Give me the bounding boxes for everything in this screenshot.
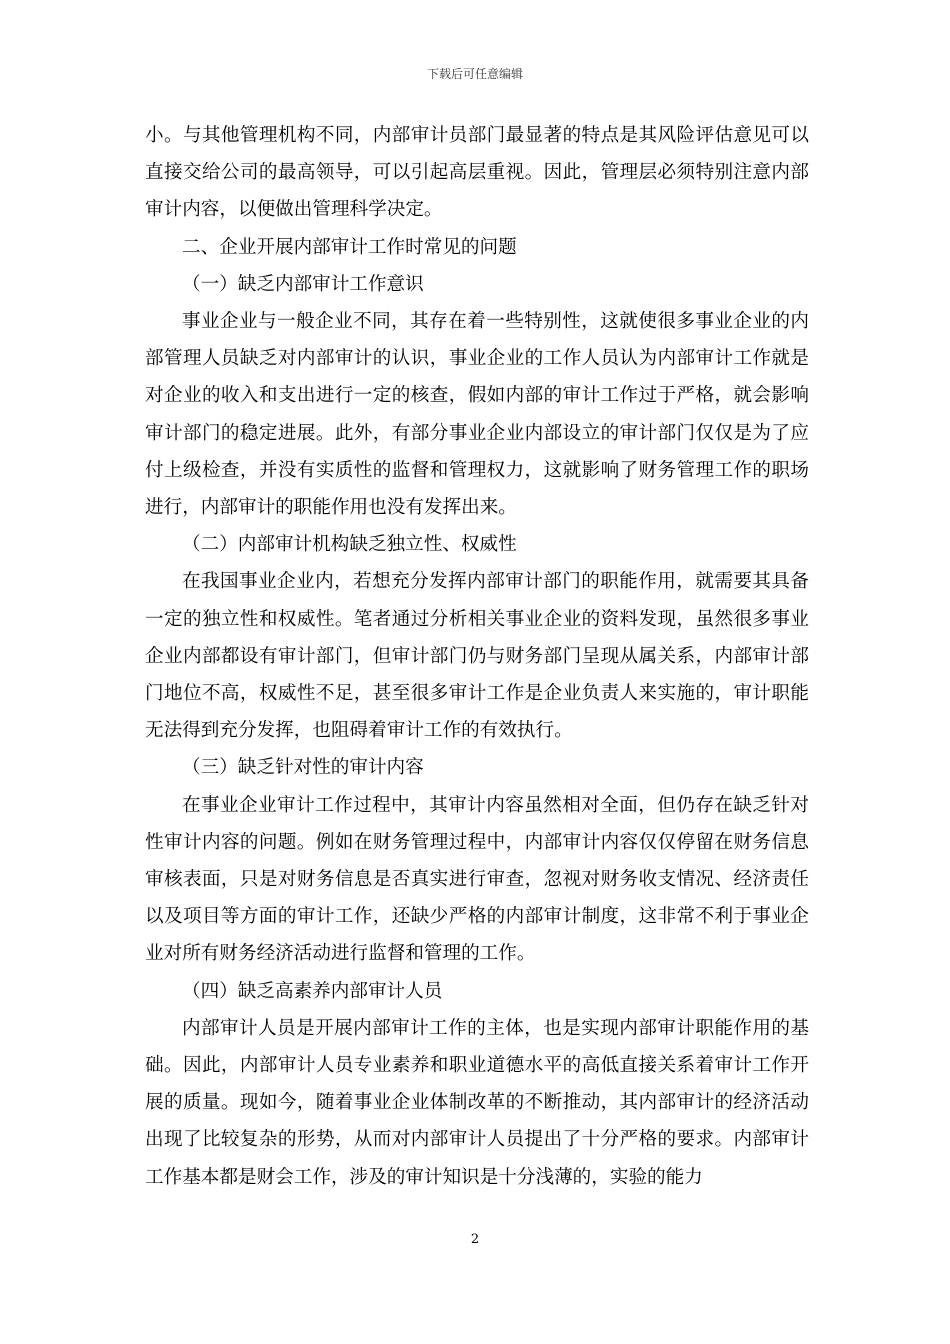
page-header: 下载后可任意编辑 bbox=[426, 67, 523, 81]
paragraph-continued: 小。与其他管理机构不同，内部审计员部门最显著的特点是其风险评估意见可以直接交给公司的最高领导，可以引起高层重视。因此，管理层必须特别注意内部审计内容，以便做出管理科学决定。 bbox=[145, 125, 809, 221]
paragraph: 事业企业与一般企业不同，其存在着一些特别性，这就使很多事业企业的内部管理人员缺乏对内部审计的认识，事业企业的工作人员认为内部审计工作就是对企业的收入和支出进行一定的核查，假如内部的审计工作过于严格，就会影响审计部门的稳定进展。此外，有部分事业企业内部设立的审计部门仅仅是为了应付上级检查，并没有实质性的监督和管理权力，这就影响了财务管理工作的职场进行，内部审计的职能作用也没有发挥出来。 bbox=[145, 311, 809, 519]
subsection-heading: （四）缺乏高素养内部审计人员 bbox=[182, 980, 443, 1002]
document-body bbox=[145, 117, 809, 1196]
subsection-heading: （三）缺乏针对性的审计内容 bbox=[182, 757, 424, 779]
paragraph: 在我国事业企业内，若想充分发挥内部审计部门的职能作用，就需要其具备一定的独立性和权威性。笔者通过分析相关事业企业的资料发现，虽然很多事业企业内部都设有审计部门，但审计部门仍与财务部门呈现从属关系，内部审计部门地位不高，权威性不足，甚至很多审计工作是企业负责人来实施的，审计职能无法得到充分发挥，也阻碍着审计工作的有效执行。 bbox=[145, 571, 809, 742]
paragraph: 在事业企业审计工作过程中，其审计内容虽然相对全面，但仍存在缺乏针对性审计内容的问题。例如在财务管理过程中，内部审计内容仅仅停留在财务信息审核表面，只是对财务信息是否真实进行审查，忽视对财务收支情况、经济责任以及项目等方面的审计工作，还缺少严格的内部审计制度，这非常不利于事业企业对所有财务经济活动进行监督和管理的工作。 bbox=[145, 794, 809, 965]
page-number: 2 bbox=[470, 1232, 480, 1247]
subsection-heading: （二）内部审计机构缺乏独立性、权威性 bbox=[182, 534, 517, 556]
paragraph: 内部审计人员是开展内部审计工作的主体，也是实现内部审计职能作用的基础。因此，内部审计人员专业素养和职业道德水平的高低直接关系着审计工作开展的质量。现如今，随着事业企业体制改革的不断推动，其内部审计的经济活动出现了比较复杂的形势，从而对内部审计人员提出了十分严格的要求。内部审计工作基本都是财会工作，涉及的审计知识是十分浅薄的，实验的能力 bbox=[145, 1017, 809, 1188]
section-heading: 二、企业开展内部审计工作时常见的问题 bbox=[182, 236, 517, 258]
subsection-heading: （一）缺乏内部审计工作意识 bbox=[182, 273, 424, 295]
